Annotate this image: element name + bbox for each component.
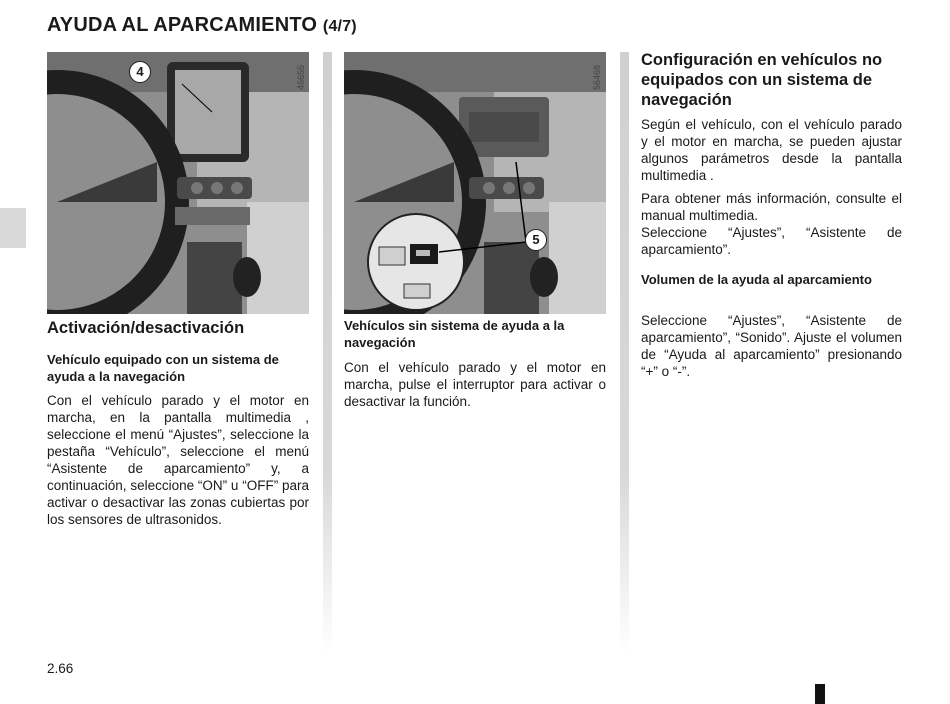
- dashboard-figure-1: [47, 52, 309, 314]
- column-divider-2: [620, 52, 629, 652]
- body-configuration-3: Seleccione “Ajustes”, “Asistente de aparcamiento”.: [641, 225, 902, 257]
- dashboard-illustration-2: [344, 52, 606, 314]
- page-title-part: (4/7): [322, 18, 357, 35]
- body-configuration-1: Según el vehículo, con el vehículo parado y el motor en marcha, se pueden ajustar algunos parámetros desde la pantalla multimedia .: [641, 117, 902, 183]
- subheading-no-nav: Vehículos sin sistema de ayuda a la navegación: [344, 318, 565, 350]
- subheading-volume: Volumen de la ayuda al aparcamiento: [641, 272, 872, 287]
- figure-number-1: 46655: [296, 64, 306, 90]
- body-configuration-2: Para obtener más información, consulte el manual multimedia.: [641, 191, 902, 223]
- column-divider-1: [323, 52, 332, 652]
- page-title-text: AYUDA AL APARCAMIENTO: [47, 14, 318, 36]
- body-activation: Con el vehículo parado y el motor en marcha, en la pantalla multimedia , seleccione el menú “Ajustes”, seleccione la pestaña “Vehículo”, seleccione el menú “Asistente de aparcamiento” y, a continuación, seleccione “ON” u “OFF” para activar o desactivar las zonas cubiertas por los sensores de ultrasonidos.: [47, 393, 309, 527]
- heading-configuration: Configuración en vehículos no equipados con un sistema de navegación: [641, 51, 883, 109]
- page-marker: [815, 684, 825, 704]
- callout-5: 5: [525, 229, 547, 251]
- figure-number-2: 56468: [592, 64, 602, 90]
- callout-4: 4: [129, 61, 151, 83]
- section-tab: [0, 208, 26, 248]
- body-no-nav: Con el vehículo parado y el motor en marcha, pulse el interruptor para activar o desactivar la función.: [344, 360, 606, 409]
- dashboard-illustration-1: [47, 52, 309, 314]
- body-volume: Seleccione “Ajustes”, “Asistente de aparcamiento”, “Sonido”. Ajuste el volumen de “Ayuda al aparcamiento” presionando “+” o “-”.: [641, 313, 902, 379]
- dashboard-figure-2: [344, 52, 606, 314]
- heading-activation: Activación/desactivación: [47, 319, 245, 337]
- page-number: 2.66: [47, 661, 74, 676]
- page-title: [47, 14, 357, 37]
- subheading-nav-equipped: Vehículo equipado con un sistema de ayuda a la navegación: [47, 352, 279, 384]
